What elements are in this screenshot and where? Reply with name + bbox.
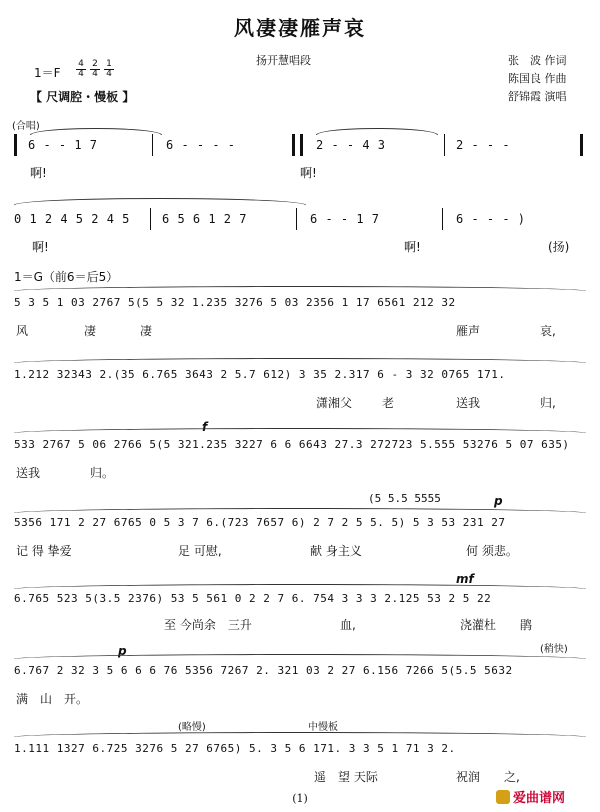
- lyric-line: 啊!: [30, 166, 47, 180]
- lyric-line: 满 山 开。: [16, 692, 89, 706]
- lyric-line: 遥 望 天际: [314, 770, 378, 784]
- lyric-line: 风: [16, 324, 29, 338]
- logo-icon: [496, 790, 510, 804]
- slur-mark: [14, 732, 586, 737]
- notation-line: 6.765 523 5(3.5 2376) 53 5 561 0 2 2 7 6. 754 3 3 3 2.125 53 2 5 22: [14, 592, 492, 605]
- lyric-line: 凄: [140, 324, 153, 338]
- lyric-line: 啊!: [32, 240, 49, 254]
- barline: [296, 208, 297, 230]
- key-signature: 1＝F: [34, 66, 61, 80]
- dynamic-mark: mf: [456, 572, 474, 586]
- notation-line: 6.767 2 32 3 5 6 6 6 76 5356 7267 2. 321 03 2 27 6.156 7266 5(5.5 5632: [14, 664, 513, 677]
- section-annotation: (5 5.5 5555: [368, 492, 441, 505]
- slur-mark: [14, 584, 586, 589]
- composer-credit: 陈国良 作曲: [508, 72, 567, 85]
- site-logo[interactable]: [496, 787, 565, 806]
- lyric-line: 哀,: [540, 324, 556, 338]
- dynamic-mark: f: [202, 420, 208, 434]
- barline: [442, 208, 443, 230]
- notation-line: 6 - - 1 7: [28, 138, 98, 152]
- lyric-line: 啊!: [300, 166, 317, 180]
- notation-line: 6 - - - ): [456, 212, 526, 226]
- lyric-line: 归,: [540, 396, 556, 410]
- tempo-mark: (略慢): [178, 722, 206, 733]
- lyric-line: 送我: [16, 466, 41, 480]
- lyric-line: 何 须悲。: [466, 544, 518, 558]
- page-number: (1): [292, 792, 308, 805]
- slur-mark: [14, 654, 586, 659]
- notation-line: 533 2767 5 06 2766 5(5 321.235 3227 6 6 6643 27.3 272723 5.555 53276 5 07 635): [14, 438, 570, 451]
- dynamic-mark: p: [494, 494, 503, 508]
- lyric-line: 献 身主义: [310, 544, 362, 558]
- tempo-mark: (稍快): [540, 644, 568, 655]
- logo-text: 爱曲谱网: [513, 791, 566, 806]
- lyric-line: 足 可慰,: [178, 544, 222, 558]
- singer-credit: 舒锦霞 演唱: [508, 90, 567, 103]
- notation-line: 1.111 1327 6.725 3276 5 27 6765) 5. 3 5 6 171. 3 3 5 1 71 3 2.: [14, 742, 456, 755]
- slur-mark: [14, 428, 586, 433]
- slur-mark: [14, 358, 586, 363]
- section-annotation: (合唱): [12, 121, 40, 132]
- repeat-barline: [14, 134, 17, 156]
- lyric-line: 老: [382, 396, 395, 410]
- lyric-line: 送我: [456, 396, 481, 410]
- slur-mark: [14, 286, 586, 291]
- lyric-line: 潇湘父: [316, 396, 353, 410]
- tempo-mark: 中慢板: [308, 722, 338, 733]
- time-signature: $\frac{4}{4}$: [76, 60, 86, 79]
- lyric-line: 雁声: [456, 324, 481, 338]
- notation-line: 6 5 6 1 2 7: [162, 212, 247, 226]
- slur-mark: [316, 128, 438, 135]
- lyric-line: 血,: [340, 618, 356, 632]
- slur-mark: [14, 198, 306, 205]
- repeat-barline: [580, 134, 583, 156]
- lyric-line: 凄: [84, 324, 97, 338]
- slur-mark: [30, 128, 162, 135]
- notation-line: 6 - - - -: [166, 138, 236, 152]
- notation-line: 1.212 32343 2.(35 6.765 3643 2 5.7 612) 3 35 2.317 6 - 3 32 0765 171.: [14, 368, 506, 381]
- notation-line: 6 - - 1 7: [310, 212, 380, 226]
- lyricist-credit: 张 波 作词: [508, 54, 567, 67]
- lyric-line: 祝润 之,: [456, 770, 520, 784]
- notation-line: 2 - - -: [456, 138, 511, 152]
- key-change: 1＝G（前6＝后5）: [14, 270, 119, 284]
- lyric-line: 记 得 挚爱: [16, 544, 72, 558]
- slur-mark: [14, 508, 586, 513]
- notation-line: 0 1 2 4 5 2 4 5: [14, 212, 130, 226]
- dynamic-mark: p: [118, 644, 127, 658]
- notation-line: 5356 171 2 27 6765 0 5 3 7 6.(723 7657 6) 2 7 2 5 5. 5) 5 3 53 231 27: [14, 516, 506, 529]
- lyric-line: 至 今尚余 三升: [164, 618, 252, 632]
- barline: [444, 134, 445, 156]
- lyric-line: (扬): [548, 240, 570, 254]
- time-signature: $\frac{1}{4}$: [104, 60, 114, 79]
- repeat-barline: [292, 134, 295, 156]
- lyric-line: 浇灌杜 鹃: [460, 618, 533, 632]
- subtitle: 扬开慧唱段: [256, 54, 311, 67]
- notation-line: 5 3 5 1 03 2767 5(5 5 32 1.235 3276 5 03 2356 1 17 6561 212 32: [14, 296, 456, 309]
- barline: [152, 134, 153, 156]
- notation-line: 2 - - 4 3: [316, 138, 386, 152]
- lyric-line: 啊!: [404, 240, 421, 254]
- style-tag: 【 尺调腔・慢板 】: [30, 90, 135, 104]
- repeat-barline: [300, 134, 303, 156]
- song-title: 风凄凄雁声哀: [234, 16, 366, 40]
- barline: [150, 208, 151, 230]
- lyric-line: 归。: [90, 466, 115, 480]
- time-signature: $\frac{2}{4}$: [90, 60, 100, 79]
